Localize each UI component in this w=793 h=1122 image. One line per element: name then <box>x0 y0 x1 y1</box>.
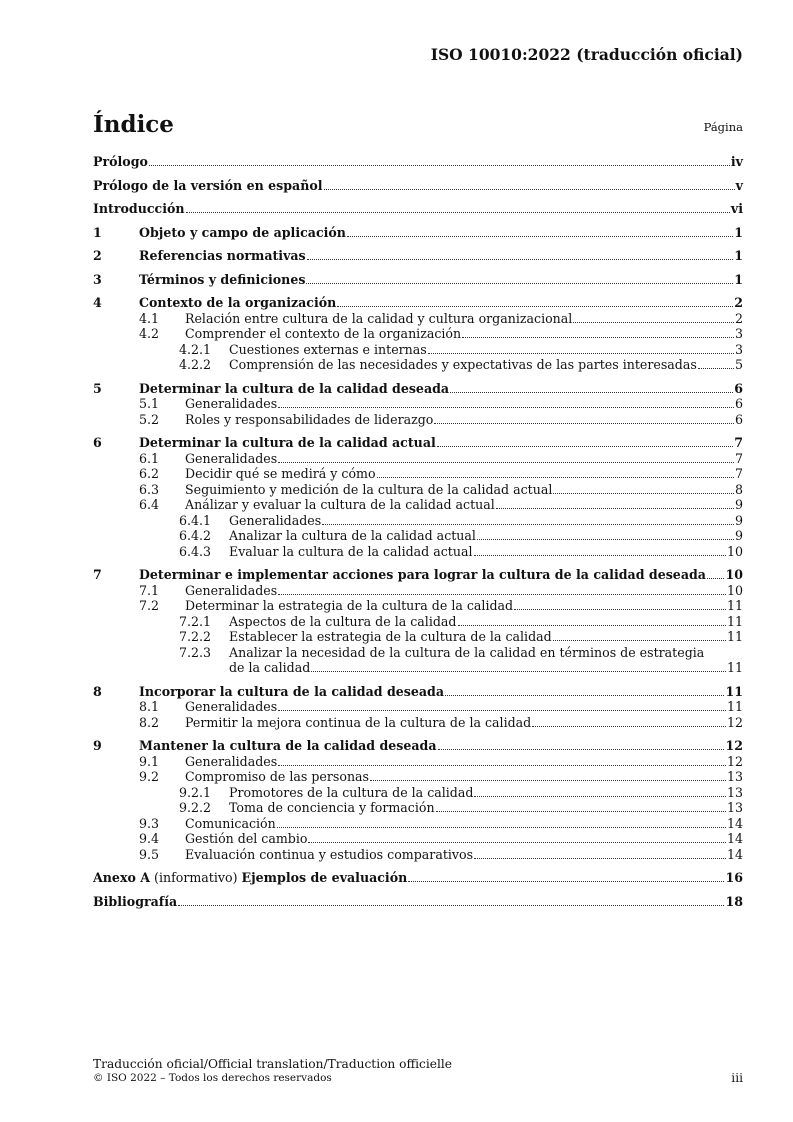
toc-entry-6-4-3[interactable]: 6.4.3 Evaluar la cultura de la calidad actual 10 <box>179 543 743 559</box>
toc-entry-9-1[interactable]: 9.1 Generalidades 12 <box>139 753 743 769</box>
toc-entry-9-5[interactable]: 9.5 Evaluación continua y estudios comparativos 14 <box>139 846 743 862</box>
toc-entry-8[interactable]: 8 Incorporar la cultura de la calidad deseada 11 <box>93 683 743 699</box>
table-of-contents <box>93 154 743 909</box>
toc-entry-5-1[interactable]: 5.1 Generalidades 6 <box>139 396 743 411</box>
toc-entry-9-4[interactable]: 9.4 Gestión del cambio 14 <box>139 831 743 846</box>
toc-entry-4-2-1[interactable]: 4.2.1 Cuestiones externas e internas 3 <box>179 341 743 357</box>
toc-entry-1[interactable]: 1 Objeto y campo de aplicación 1 <box>93 224 743 240</box>
toc-entry-9[interactable]: 9 Mantener la cultura de la calidad deseada 12 <box>93 738 743 753</box>
toc-entry-3[interactable]: 3 Términos y definiciones 1 <box>93 271 743 287</box>
toc-entry-4[interactable]: 4 Contexto de la organización 2 <box>93 295 743 310</box>
toc-entry-prologo[interactable]: Prólogo iv <box>93 154 743 169</box>
toc-entry-prologo-es[interactable]: Prólogo de la versión en español v <box>93 177 743 193</box>
toc-entry-7[interactable]: 7 Determinar e implementar acciones para lograr la cultura de la calidad deseada 10 <box>93 567 743 582</box>
translation-notice: Traducción oficial/Official translation/Traduction officielle <box>93 1057 452 1071</box>
toc-entry-7-2-2[interactable]: 7.2.2 Establecer la estrategia de la cultura de la calidad 11 <box>179 629 743 644</box>
copyright-notice: © ISO 2022 – Todos los derechos reservados <box>93 1072 332 1084</box>
toc-entry-bibliografia[interactable]: Bibliografía 18 <box>93 893 743 909</box>
toc-entry-7-2-3[interactable]: 7.2.3 Analizar la necesidad de la cultura de la calidad en términos de estrategia de la calidad 11 <box>179 644 743 675</box>
page-number: iii <box>731 1071 743 1085</box>
toc-entry-6-4-1[interactable]: 6.4.1 Generalidades 9 <box>179 512 743 528</box>
page-title: Índice <box>93 111 174 138</box>
toc-entry-8-1[interactable]: 8.1 Generalidades 11 <box>139 699 743 714</box>
toc-entry-6-2[interactable]: 6.2 Decidir qué se medirá y cómo 7 <box>139 466 743 481</box>
toc-entry-9-3[interactable]: 9.3 Comunicación 14 <box>139 815 743 831</box>
toc-entry-8-2[interactable]: 8.2 Permitir la mejora continua de la cultura de la calidad 12 <box>139 714 743 730</box>
toc-entry-9-2-2[interactable]: 9.2.2 Toma de conciencia y formación 13 <box>179 800 743 815</box>
toc-entry-7-1[interactable]: 7.1 Generalidades 10 <box>139 582 743 598</box>
toc-entry-5-2[interactable]: 5.2 Roles y responsabilidades de liderazgo 6 <box>139 411 743 427</box>
toc-entry-6[interactable]: 6 Determinar la cultura de la calidad actual 7 <box>93 435 743 450</box>
toc-entry-9-2-1[interactable]: 9.2.1 Promotores de la cultura de la calidad 13 <box>179 784 743 800</box>
toc-entry-anexo-a[interactable]: Anexo A (informativo) Ejemplos de evaluación 16 <box>93 870 743 885</box>
toc-entry-4-1[interactable]: 4.1 Relación entre cultura de la calidad y cultura organizacional 2 <box>139 310 743 326</box>
page-column-label: Página <box>703 120 743 134</box>
toc-entry-6-4[interactable]: 6.4 Análizar y evaluar la cultura de la calidad actual 9 <box>139 497 743 512</box>
toc-entry-4-2[interactable]: 4.2 Comprender el contexto de la organización 3 <box>139 326 743 341</box>
toc-entry-6-1[interactable]: 6.1 Generalidades 7 <box>139 450 743 466</box>
toc-entry-5[interactable]: 5 Determinar la cultura de la calidad deseada 6 <box>93 380 743 396</box>
document-header: ISO 10010:2022 (traducción oficial) <box>430 45 743 64</box>
toc-entry-6-3[interactable]: 6.3 Seguimiento y medición de la cultura de la calidad actual 8 <box>139 481 743 497</box>
toc-entry-7-2[interactable]: 7.2 Determinar la estrategia de la cultura de la calidad 11 <box>139 598 743 613</box>
toc-entry-introduccion[interactable]: Introducción vi <box>93 201 743 216</box>
toc-entry-7-2-1[interactable]: 7.2.1 Aspectos de la cultura de la calidad 11 <box>179 613 743 629</box>
toc-entry-4-2-2[interactable]: 4.2.2 Comprensión de las necesidades y expectativas de las partes interesadas 5 <box>179 357 743 372</box>
toc-entry-6-4-2[interactable]: 6.4.2 Analizar la cultura de la calidad actual 9 <box>179 528 743 543</box>
toc-entry-9-2[interactable]: 9.2 Compromiso de las personas 13 <box>139 769 743 784</box>
page-footer <box>93 1057 452 1085</box>
toc-entry-2[interactable]: 2 Referencias normativas 1 <box>93 248 743 263</box>
